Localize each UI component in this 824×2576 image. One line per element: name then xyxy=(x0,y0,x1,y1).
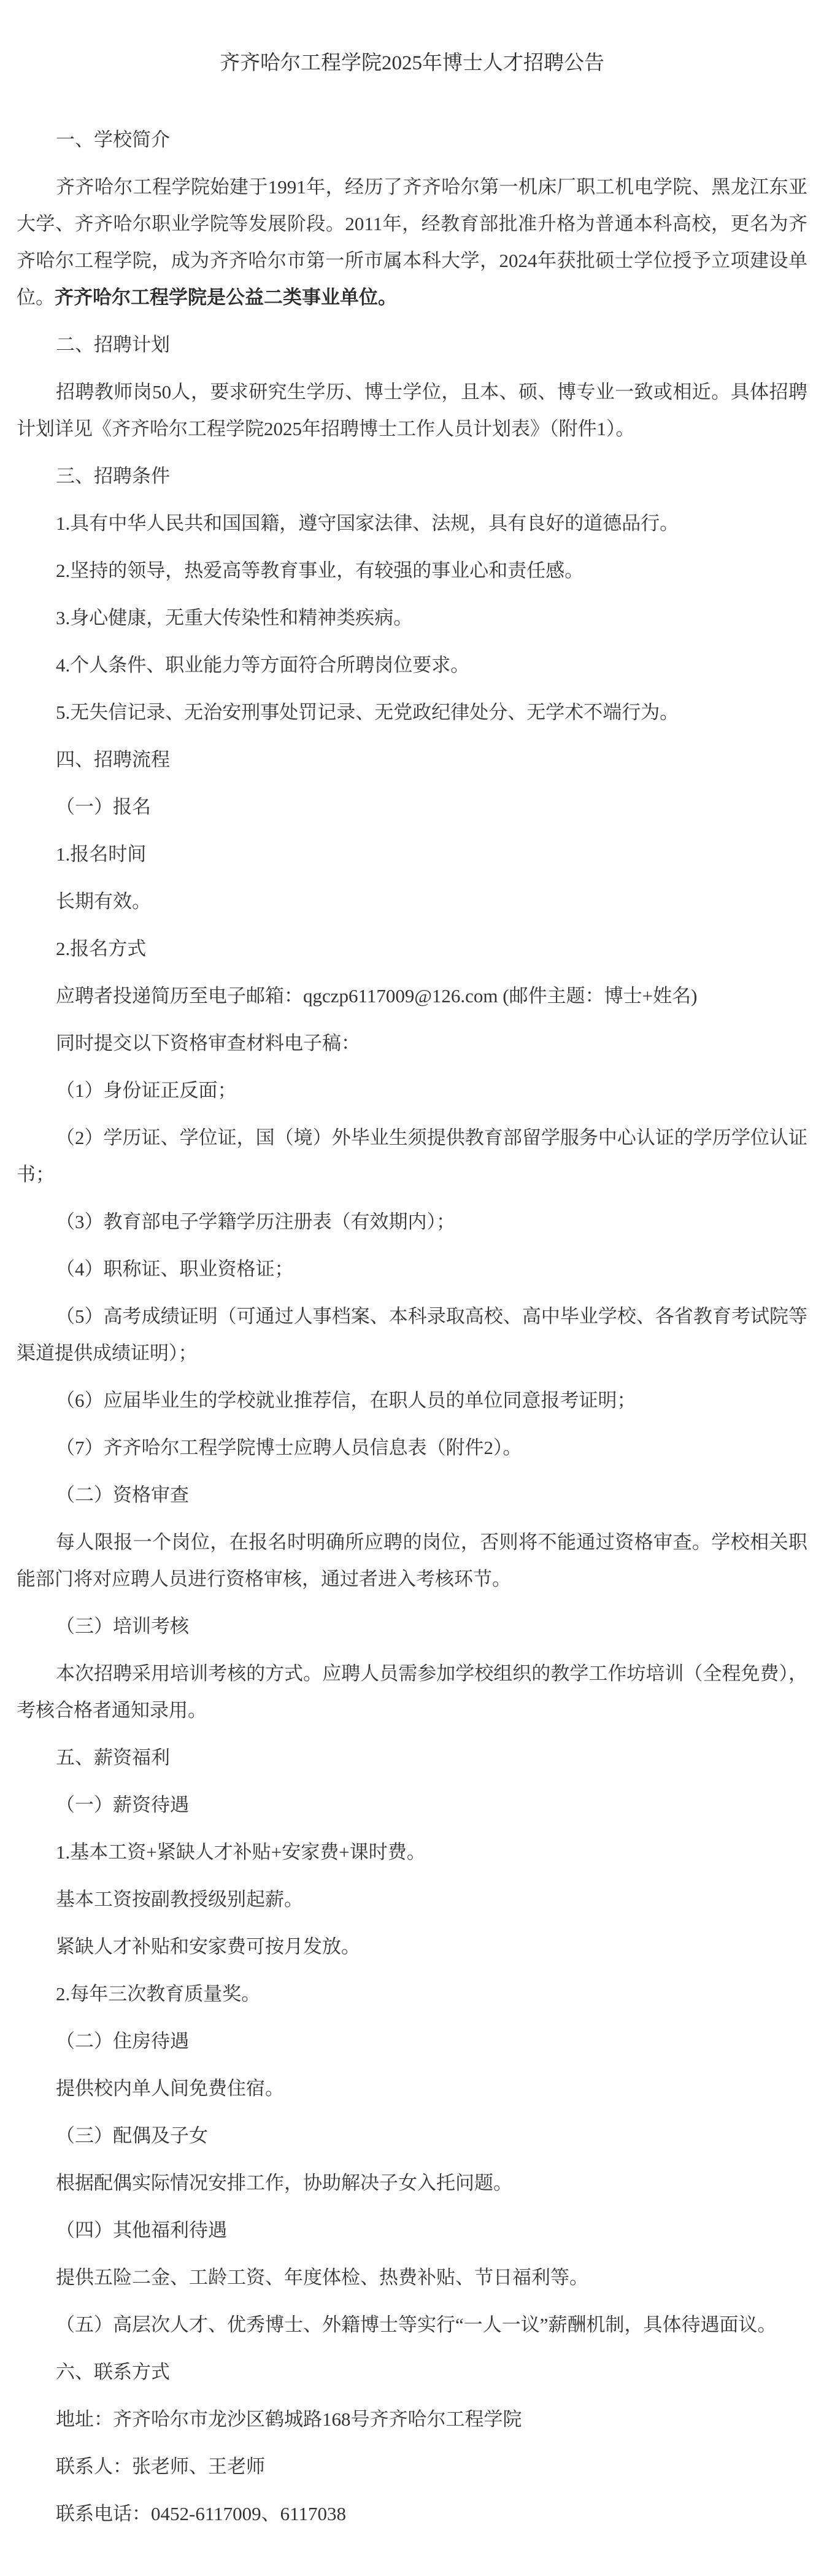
paragraph xyxy=(17,1655,807,1729)
text-run: 提供五险二金、工龄工资、年度体检、热费补贴、节日福利等。 xyxy=(56,2267,588,2288)
paragraph xyxy=(17,1025,807,1062)
text-run: 本次招聘采用培训考核的方式。应聘人员需参加学校组织的教学工作坊培训（全程免费），考核合格者通知录用。 xyxy=(17,1663,807,1721)
text-run: （五）高层次人才、优秀博士、外籍博士等实行“一人一议”薪酬机制，具体待遇面议。 xyxy=(56,2314,777,2335)
paragraph xyxy=(17,374,807,447)
text-run: 1.报名时间 xyxy=(56,843,147,865)
text-run: 联系人：张老师、王老师 xyxy=(56,2456,265,2477)
paragraph xyxy=(17,2023,807,2060)
paragraph xyxy=(17,647,807,684)
text-run: 1.基本工资+紧缺人才补贴+安家费+课时费。 xyxy=(56,1841,426,1863)
section-heading xyxy=(17,327,807,363)
paragraph xyxy=(17,978,807,1015)
text-run: 二、招聘计划 xyxy=(56,334,170,355)
text-run: （2）学历证、学位证，国（境）外毕业生须提供教育部留学服务中心认证的学历学位认证书； xyxy=(17,1127,807,1185)
paragraph xyxy=(17,169,807,316)
paragraph xyxy=(17,1429,807,1466)
paragraph xyxy=(17,1382,807,1419)
text-run: 基本工资按副教授级别起薪。 xyxy=(56,1889,303,1910)
text-run: （二）资格审查 xyxy=(56,1484,189,1506)
text-run: 根据配偶实际情况安排工作，协助解决子女入托问题。 xyxy=(56,2172,512,2194)
bold-text-run: 齐齐哈尔工程学院是公益二类事业单位。 xyxy=(55,287,397,308)
paragraph xyxy=(17,1072,807,1109)
text-run: （一）薪资待遇 xyxy=(56,1794,189,1816)
paragraph xyxy=(17,2307,807,2343)
text-run: （四）其他福利待遇 xyxy=(56,2219,227,2241)
text-run: 五、薪资福利 xyxy=(56,1747,170,1768)
text-run: 5.无失信记录、无治安刑事处罚记录、无党政纪律处分、无学术不端行为。 xyxy=(56,702,679,723)
text-run: 齐齐哈尔工程学院始建于1991年，经历了齐齐哈尔第一机床厂职工机电学院、黑龙江东亚大学、齐齐哈尔职业学院等发展阶段。2011年，经教育部批准升格为普通本科高校，更名为齐齐哈尔工程学院，成为齐齐哈尔市第一所市属本科大学，2024年获批硕士学位授予立项建设单位。 xyxy=(17,176,807,308)
paragraph xyxy=(17,1881,807,1918)
text-run: （三）培训考核 xyxy=(56,1615,189,1637)
text-run: （4）职称证、职业资格证； xyxy=(56,1258,294,1280)
section-heading xyxy=(17,741,807,778)
paragraph xyxy=(17,2496,807,2532)
paragraph xyxy=(17,1976,807,2013)
paragraph xyxy=(17,2448,807,2485)
text-run: 同时提交以下资格审查材料电子稿： xyxy=(56,1032,360,1054)
paragraph xyxy=(17,1608,807,1645)
paragraph xyxy=(17,1524,807,1598)
text-run: 紧缺人才补贴和安家费可按月发放。 xyxy=(56,1936,360,1957)
section-heading xyxy=(17,1739,807,1776)
text-run: （二）住房待遇 xyxy=(56,2030,189,2052)
paragraph xyxy=(17,552,807,589)
text-run: 招聘教师岗50人，要求研究生学历、博士学位，且本、硕、博专业一致或相近。具体招聘计划详见《齐齐哈尔工程学院2025年招聘博士工作人员计划表》（附件1）。 xyxy=(17,381,807,439)
paragraph xyxy=(17,2165,807,2202)
paragraph xyxy=(17,883,807,920)
text-run: 每人限报一个岗位，在报名时明确所应聘的岗位，否则将不能通过资格审查。学校相关职能部门将对应聘人员进行资格审核，通过者进入考核环节。 xyxy=(17,1531,807,1590)
paragraph xyxy=(17,2401,807,2438)
text-run: 1.具有中华人民共和国国籍，遵守国家法律、法规，具有良好的道德品行。 xyxy=(56,512,679,534)
text-run: 六、联系方式 xyxy=(56,2361,170,2383)
text-run: 应聘者投递简历至电子邮箱：qgczp6117009@126.com (邮件主题：博士+姓名) xyxy=(56,985,698,1007)
text-run: 地址：齐齐哈尔市龙沙区鹤城路168号齐齐哈尔工程学院 xyxy=(56,2408,522,2430)
paragraph xyxy=(17,1787,807,1824)
paragraph xyxy=(17,1120,807,1193)
text-run: 2.报名方式 xyxy=(56,938,147,959)
text-run: （5）高考成绩证明（可通过人事档案、本科录取高校、高中毕业学校、各省教育考试院等渠道提供成绩证明）； xyxy=(17,1305,807,1364)
text-run: 2.坚持的领导，热爱高等教育事业，有较强的事业心和责任感。 xyxy=(56,560,584,581)
section-heading xyxy=(17,2354,807,2391)
paragraph xyxy=(17,1834,807,1871)
paragraph xyxy=(17,2118,807,2154)
paragraph xyxy=(17,1251,807,1288)
text-run: 四、招聘流程 xyxy=(56,749,170,770)
paragraph xyxy=(17,505,807,542)
text-run: （6）应届毕业生的学校就业推荐信，在职人员的单位同意报考证明； xyxy=(56,1390,636,1411)
paragraph xyxy=(17,836,807,873)
text-run: 4.个人条件、职业能力等方面符合所聘岗位要求。 xyxy=(56,654,470,676)
paragraph xyxy=(17,2259,807,2296)
paragraph xyxy=(17,2212,807,2249)
document-body xyxy=(17,122,807,2532)
section-heading xyxy=(17,458,807,495)
text-run: （3）教育部电子学籍学历注册表（有效期内）； xyxy=(56,1211,455,1232)
text-run: 2.每年三次教育质量奖。 xyxy=(56,1983,261,2005)
paragraph xyxy=(17,1477,807,1514)
text-run: 联系电话：0452-6117009、6117038 xyxy=(56,2503,347,2524)
paragraph xyxy=(17,1928,807,1965)
paragraph xyxy=(17,600,807,636)
text-run: 3.身心健康，无重大传染性和精神类疾病。 xyxy=(56,607,413,629)
text-run: 三、招聘条件 xyxy=(56,465,170,487)
paragraph xyxy=(17,1204,807,1240)
section-heading xyxy=(17,122,807,158)
document-title: 齐齐哈尔工程学院2025年博士人才招聘公告 xyxy=(220,52,604,74)
text-run: 长期有效。 xyxy=(56,891,151,912)
text-run: （7）齐齐哈尔工程学院博士应聘人员信息表（附件2）。 xyxy=(56,1437,522,1458)
paragraph xyxy=(17,930,807,967)
paragraph xyxy=(17,789,807,826)
text-run: （一）报名 xyxy=(56,796,151,818)
text-run: 一、学校简介 xyxy=(56,129,170,150)
paragraph xyxy=(17,2070,807,2107)
paragraph xyxy=(17,1298,807,1372)
text-run: 提供校内单人间免费住宿。 xyxy=(56,2078,284,2099)
paragraph xyxy=(17,694,807,731)
text-run: （1）身份证正反面； xyxy=(56,1080,237,1101)
text-run: （三）配偶及子女 xyxy=(56,2125,208,2146)
